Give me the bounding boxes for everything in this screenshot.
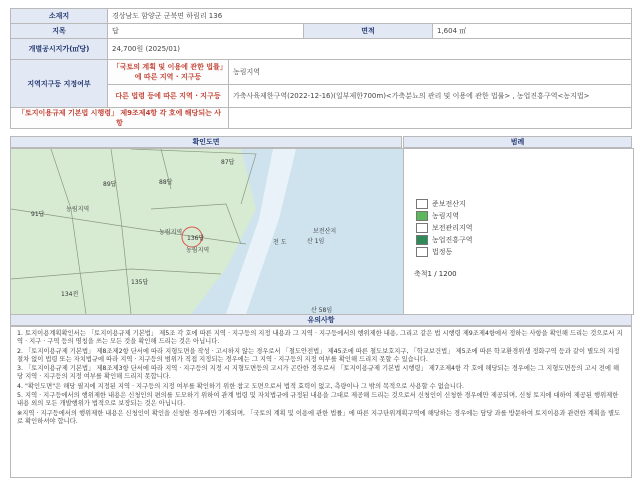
legend-header: 범례 — [403, 136, 632, 148]
address-label: 소재지 — [11, 9, 108, 24]
land-info-table — [10, 8, 632, 129]
legend-label: 법정동 — [432, 248, 453, 256]
parcel-label-subject: 136답 — [187, 235, 205, 242]
map-header: 확인도면 — [10, 136, 402, 148]
note-item: 5. 지역 · 지구등에서의 행위제한 내용은 신청인의 편의를 도모하기 위하여 관계 법령 및 자치법규에 규정된 내용을 그대로 제공해 드리는 것으로서 신청인이 신청한 경우에만 제공되며, 신청 토지에 대하여 제공된 행위제한 내용 외의 모든 개발행위가 법적으로 보장되는 것은 아닙니다. — [17, 392, 619, 408]
price-value: 24,700원 (2025/01) — [108, 39, 632, 60]
map-scale: 축척1 / 1200 — [414, 270, 457, 278]
legend-swatch — [416, 247, 428, 257]
legend-item — [416, 211, 459, 221]
legend-item — [416, 223, 473, 233]
zone-label: 농림지역 — [186, 247, 210, 254]
zone-label: 농림지역 — [159, 229, 183, 236]
other-law-zone-label: 다른 법령 등에 따른 지역 · 지구등 — [108, 85, 229, 108]
enforcement-rule-value — [229, 108, 632, 129]
map-legend — [403, 148, 634, 315]
forest-zone-area — [191, 149, 403, 314]
parcel-label: 산 1임 — [307, 238, 325, 245]
legend-item — [416, 199, 466, 209]
other-law-zone-value: 가축사육제한구역(2022-12-16)(일부제한700m)<가축분뇨의 관리 및 이용에 관한 법률> , 농업진흥구역<농지법> — [229, 85, 632, 108]
parcel-label: 91답 — [31, 211, 45, 218]
legend-swatch — [416, 235, 428, 245]
zone-label: 지역지구등 지정여부 — [11, 60, 108, 108]
national-law-zone-value: 농림지역 — [229, 60, 632, 85]
parcel-label: 135답 — [131, 279, 149, 286]
parcel-label: 89답 — [103, 181, 117, 188]
legend-label: 보전관리지역 — [432, 224, 473, 232]
note-item: 3. 「토지이용규제 기본법」 제8조제3항 단서에 따라 지역 · 지구등의 지정 시 지형도면등의 고시가 곤란한 경우로서 「토지이용규제 기본법 시행령」 제7조제4항 각 호에 해당되는 경우에는 그 지형도면등의 고시 전에 해당 지역 · 지구등의 지정 여부를 확인해 드리지 못합니다. — [17, 365, 620, 381]
legend-item — [416, 235, 473, 245]
national-law-zone-label: 「국토의 계획 및 이용에 관한 법률」에 따른 지역 · 지구등 — [108, 60, 229, 85]
note-item: 2. 「토지이용규제 기본법」 제8조제2항 단서에 따라 지형도면을 작성 · 고시하지 않는 경우로서 「철도안전법」 제45조에 따른 철도보호지구, 「학교보건법」 제5조에 따른 학교환경위생 정화구역 등과 같이 별도의 지정 절차 없이 법령 또는 자치법규에 따라 지역 · 지구등의 범위가 직접 지정되는 경우에는 그 지역 · 지구등의 지정 여부를 확인해 드리지 못할 수 있습니다. — [17, 347, 620, 363]
parcel-line — [11, 269, 221, 279]
legend-swatch — [416, 223, 428, 233]
road-label: 천 도 — [273, 239, 287, 246]
confirmation-map — [10, 148, 404, 315]
legend-label: 농림지역 — [432, 212, 460, 220]
notes-header: 유의사항 — [10, 314, 632, 326]
parcel-label: 산 58임 — [311, 307, 333, 314]
parcel-line — [111, 149, 131, 314]
parcel-label: 87답 — [221, 159, 235, 166]
parcel-label: 88답 — [159, 179, 173, 186]
jimok-label: 지목 — [11, 24, 108, 39]
enforcement-rule-label: 「토지이용규제 기본법 시행령」 제9조제4항 각 호에 해당되는 사항 — [11, 108, 229, 129]
area-value: 1,604 ㎡ — [433, 24, 632, 39]
legend-item — [416, 247, 452, 257]
parcel-line — [131, 149, 256, 204]
parcel-line — [11, 209, 246, 244]
zone-label: 농림지역 — [66, 206, 90, 213]
price-label: 개별공시지가(㎡당) — [11, 39, 108, 60]
legend-swatch — [416, 211, 428, 221]
parcel-label: 134전 — [61, 291, 79, 298]
note-item: 4. "확인도면"은 해당 필지에 지정된 지역 · 지구등의 지정 여부를 확인하기 위한 참고 도면으로서 법적 효력이 없고, 측량이나 그 밖의 목적으로 사용할 수 없습니다. — [17, 382, 465, 390]
area-label: 면적 — [304, 24, 433, 39]
zone-label: 보전산지 — [313, 228, 337, 235]
jimok-value: 답 — [108, 24, 304, 39]
legend-swatch — [416, 199, 428, 209]
note-item: ※지역 · 지구등에서의 행위제한 내용은 신청인이 확인을 신청한 경우에만 기재되며, 「국토의 계획 및 이용에 관한 법률」에 따른 지구단위계획구역에 해당하는 경우에는 담당 과를 방문하여 토지이용과 관련한 계획을 별도로 확인하셔야 합니다. — [17, 409, 621, 425]
address-value: 경상남도 함양군 군북면 하림리 136 — [108, 9, 632, 24]
notes-section — [10, 326, 632, 478]
land-use-certificate — [10, 8, 632, 478]
note-item: 1. 토지이용계획확인서는 「토지이용규제 기본법」 제5조 각 호에 따른 지역 · 지구등의 지정 내용과 그 지역 · 지구등에서의 행위제한 내용, 그리고 같은 법 시행령 제9조제4항에서 정하는 사항을 확인해 드리는 것으로서 지역 · 지구 · 구역 등의 명칭을 쓰는 모든 것을 확인해 드리는 것은 아닙니다. — [17, 330, 623, 346]
legend-label: 농업진흥구역 — [432, 236, 473, 244]
legend-label: 준보전산지 — [432, 200, 466, 208]
